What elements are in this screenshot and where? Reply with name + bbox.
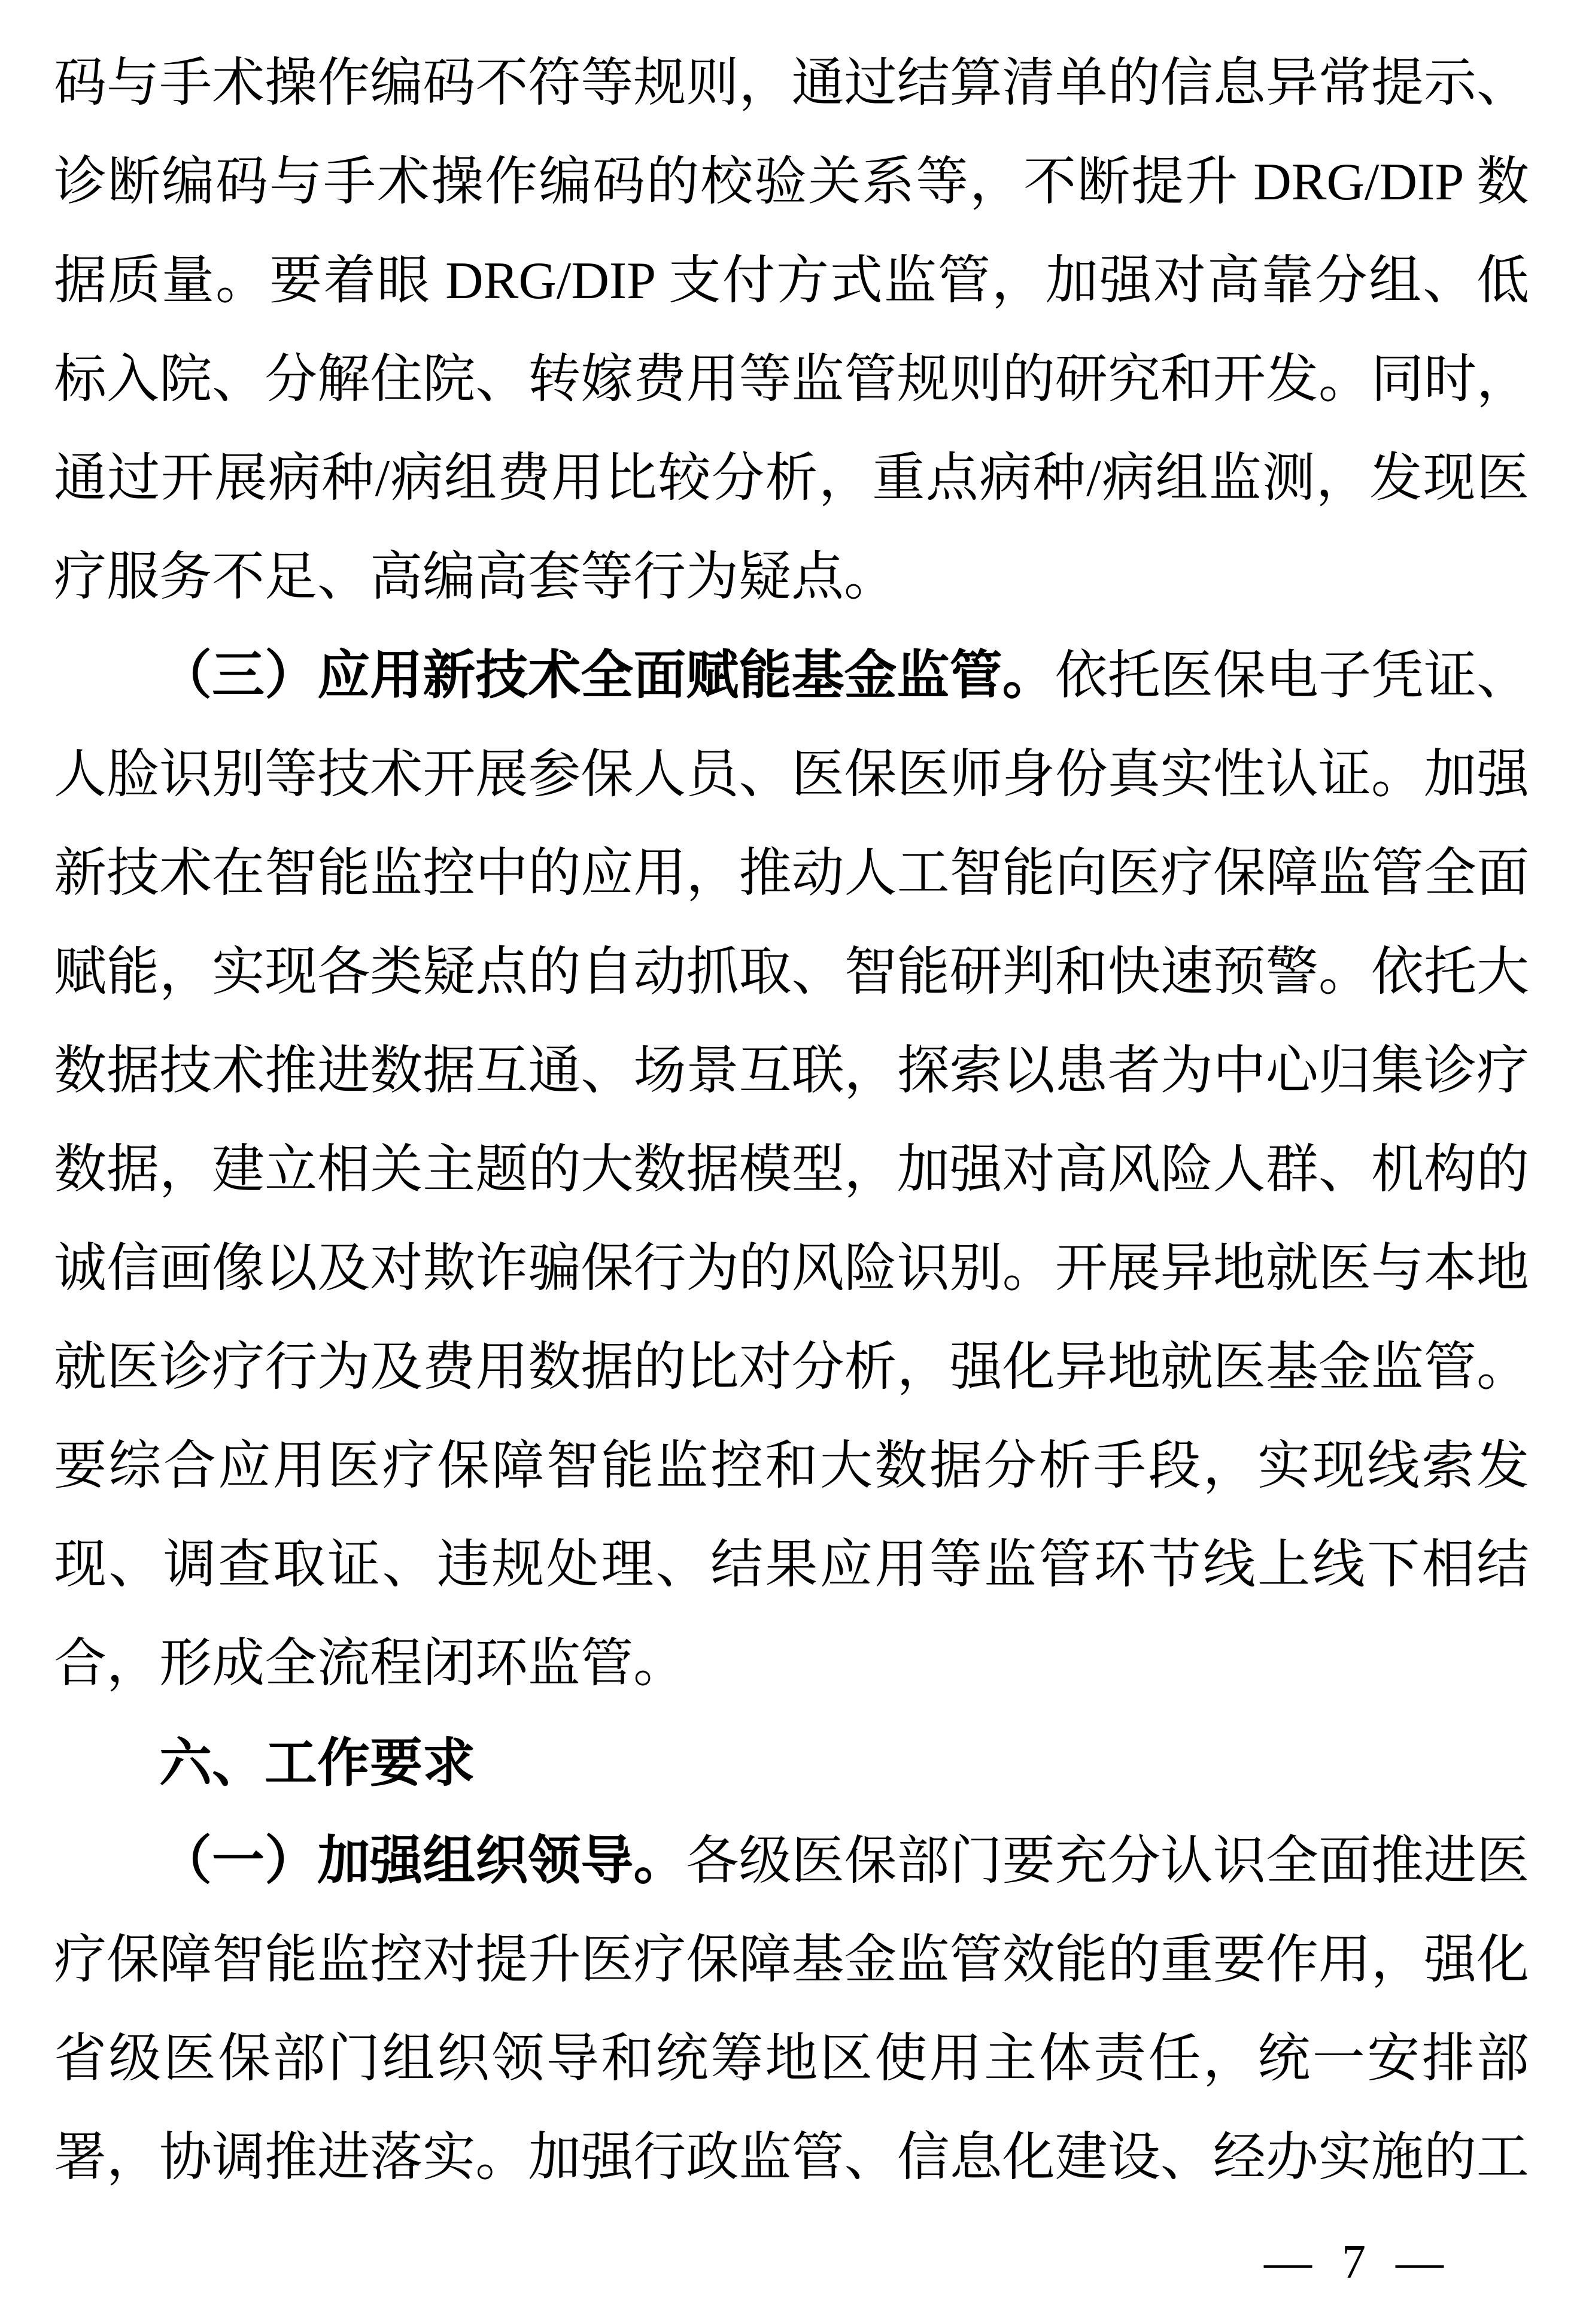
text-line-5: [54, 429, 1529, 528]
text-line-17: [54, 1615, 1529, 1713]
text-segment: 现、调查取证、违规处理、结果应用等监管环节线上线下相结: [54, 1536, 1529, 1594]
text-segment: 数据技术推进数据互通、场景互联，探索以患者为中心归集诊疗: [54, 1042, 1529, 1100]
text-line-21: [54, 2010, 1529, 2108]
text-segment: 新技术在智能监控中的应用，推动人工智能向医疗保障监管全面: [54, 845, 1529, 903]
text-line-6: [54, 528, 1529, 627]
text-line-2: [54, 133, 1529, 232]
section-heading: [54, 1713, 1529, 1812]
text-line-20: [54, 1911, 1529, 2010]
text-segment: 人脸识别等技术开展参保人员、医保医师身份真实性认证。加强: [54, 746, 1529, 804]
text-line-3: [54, 232, 1529, 330]
text-segment: 数据，建立相关主题的大数据模型，加强对高风险人群、机构的: [54, 1141, 1529, 1199]
text-line-7: [54, 627, 1529, 726]
text-line-22: [54, 2108, 1529, 2207]
text-segment: 要综合应用医疗保障智能监控和大数据分析手段，实现线索发: [54, 1437, 1529, 1495]
footer-dash-right: —: [1396, 2236, 1444, 2289]
text-segment: 合，形成全流程闭环监管。: [54, 1635, 686, 1693]
text-segment: 诚信画像以及对欺诈骗保行为的风险识别。开展异地就医与本地: [54, 1240, 1529, 1298]
text-line-19: [54, 1812, 1529, 1911]
text-segment: 省级医保部门组织领导和统筹地区使用主体责任，统一安排部: [54, 2030, 1529, 2088]
document-body: [54, 34, 1529, 2207]
text-line-4: [54, 330, 1529, 429]
text-segment: 诊断编码与手术操作编码的校验关系等，不断提升 DRG/DIP 数: [54, 153, 1529, 211]
text-segment: 据质量。要着眼 DRG/DIP 支付方式监管，加强对高靠分组、低: [54, 252, 1529, 310]
bold-text-segment: （一）加强组织领导。: [159, 1832, 686, 1891]
text-segment: 就医诊疗行为及费用数据的比对分析，强化异地就医基金监管。: [54, 1339, 1529, 1397]
page-number: 7: [1342, 2236, 1366, 2289]
text-line-12: [54, 1121, 1529, 1219]
text-line-15: [54, 1417, 1529, 1516]
text-segment: 署，协调推进落实。加强行政监管、信息化建设、经办实施的工: [54, 2129, 1529, 2187]
text-segment: 赋能，实现各类疑点的自动抓取、智能研判和快速预警。依托大: [54, 943, 1529, 1002]
page-footer: [1264, 2238, 1444, 2287]
text-segment: 通过开展病种/病组费用比较分析，重点病种/病组监测，发现医: [54, 450, 1529, 508]
text-segment: 码与手术操作编码不符等规则，通过结算清单的信息异常提示、: [54, 54, 1529, 113]
text-segment: 各级医保部门要充分认识全面推进医: [686, 1832, 1529, 1891]
text-line-1: [54, 34, 1529, 133]
footer-dash-left: —: [1264, 2236, 1312, 2289]
bold-text-segment: （三）应用新技术全面赋能基金监管。: [159, 647, 1055, 705]
bold-text-segment: 六、工作要求: [159, 1733, 476, 1792]
text-line-10: [54, 923, 1529, 1022]
text-segment: 疗服务不足、高编高套等行为疑点。: [54, 548, 897, 606]
text-segment: 依托医保电子凭证、: [1055, 647, 1529, 705]
text-line-11: [54, 1022, 1529, 1121]
text-line-8: [54, 726, 1529, 824]
text-segment: 疗保障智能监控对提升医疗保障基金监管效能的重要作用，强化: [54, 1931, 1529, 1989]
text-line-13: [54, 1219, 1529, 1318]
text-segment: 标入院、分解住院、转嫁费用等监管规则的研究和开发。同时，: [54, 351, 1529, 409]
text-line-9: [54, 824, 1529, 923]
text-line-16: [54, 1516, 1529, 1615]
text-line-14: [54, 1318, 1529, 1417]
